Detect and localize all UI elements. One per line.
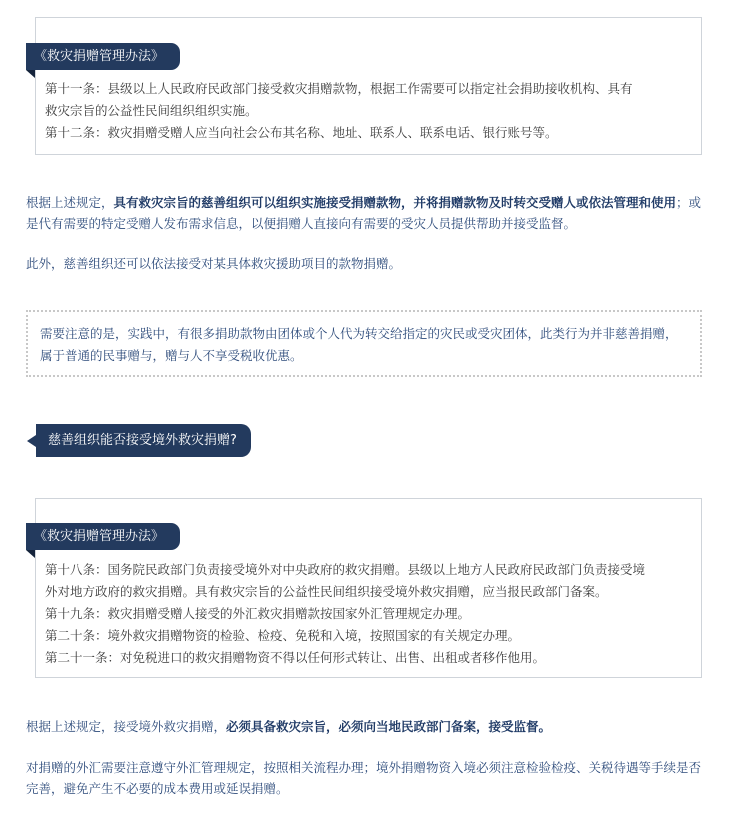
law-line: 第十一条：县级以上人民政府民政部门接受救灾捐赠款物，根据工作需要可以指定社会捐助接收机构、具有 — [45, 81, 633, 96]
law-line: 第二十条：境外救灾捐赠物资的检验、检疫、免税和入境，按照国家的有关规定办理。 — [45, 628, 521, 643]
paragraph-emphasis: 具有救灾宗旨的慈善组织可以组织实施接受捐赠款物，并将捐赠款物及时转交受赠人或依法管理和使用 — [113, 195, 677, 210]
law-title-tag-2: 《救灾捐赠管理办法》 — [26, 523, 180, 550]
law-line: 第二十一条：对免税进口的救灾捐赠物资不得以任何形式转让、出售、出租或者移作他用。 — [45, 650, 546, 665]
law-excerpt-2-text — [45, 559, 695, 669]
paragraph-suffix: ；或是代有需要的特定受赠人发布需求信息，以便捐赠人直接向有需要的受灾人员提供帮助并接受监督。 — [26, 195, 702, 231]
paragraph-prefix: 根据上述规定，接受境外救灾捐赠， — [26, 719, 227, 734]
law-line: 第十九条：救灾捐赠受赠人接受的外汇救灾捐赠款按国家外汇管理规定办理。 — [45, 606, 471, 621]
law-line: 外对地方政府的救灾捐赠。具有救灾宗旨的公益性民间组织接受境外救灾捐赠，应当报民政部门备案。 — [45, 584, 608, 599]
explanation-paragraph-2: 此外，慈善组织还可以依法接受对某具体救灾援助项目的款物捐赠。 — [26, 256, 402, 271]
explanation-paragraph-1 — [26, 192, 708, 234]
law-title-tag-1: 《救灾捐赠管理办法》 — [26, 43, 180, 70]
note-box: 需要注意的是，实践中，有很多捐助款物由团体或个人代为转交给指定的灾民或受灾团体，此类行为并非慈善捐赠，属于普通的民事赠与，赠与人不享受税收优惠。 — [26, 310, 702, 377]
law-excerpt-1-text — [45, 78, 695, 144]
explanation-paragraph-4: 对捐赠的外汇需要注意遵守外汇管理规定，按照相关流程办理；境外捐赠物资入境必须注意检验检疫、关税待遇等手续是否完善，避免产生不必要的成本费用或延误捐赠。 — [26, 760, 702, 796]
paragraph-prefix: 根据上述规定， — [26, 195, 114, 210]
law-line: 第十二条：救灾捐赠受赠人应当向社会公布其名称、地址、联系人、联系电话、银行账号等。 — [45, 125, 558, 140]
question-bubble: 慈善组织能否接受境外救灾捐赠? — [36, 424, 251, 457]
law-line: 救灾宗旨的公益性民间组织组织实施。 — [45, 103, 258, 118]
law-line: 第十八条：国务院民政部门负责接受境外对中央政府的救灾捐赠。县级以上地方人民政府民政部门负责接受境 — [45, 562, 646, 577]
paragraph-emphasis: 必须具备救灾宗旨，必须向当地民政部门备案，接受监督。 — [226, 719, 552, 734]
explanation-paragraph-3 — [26, 716, 708, 737]
